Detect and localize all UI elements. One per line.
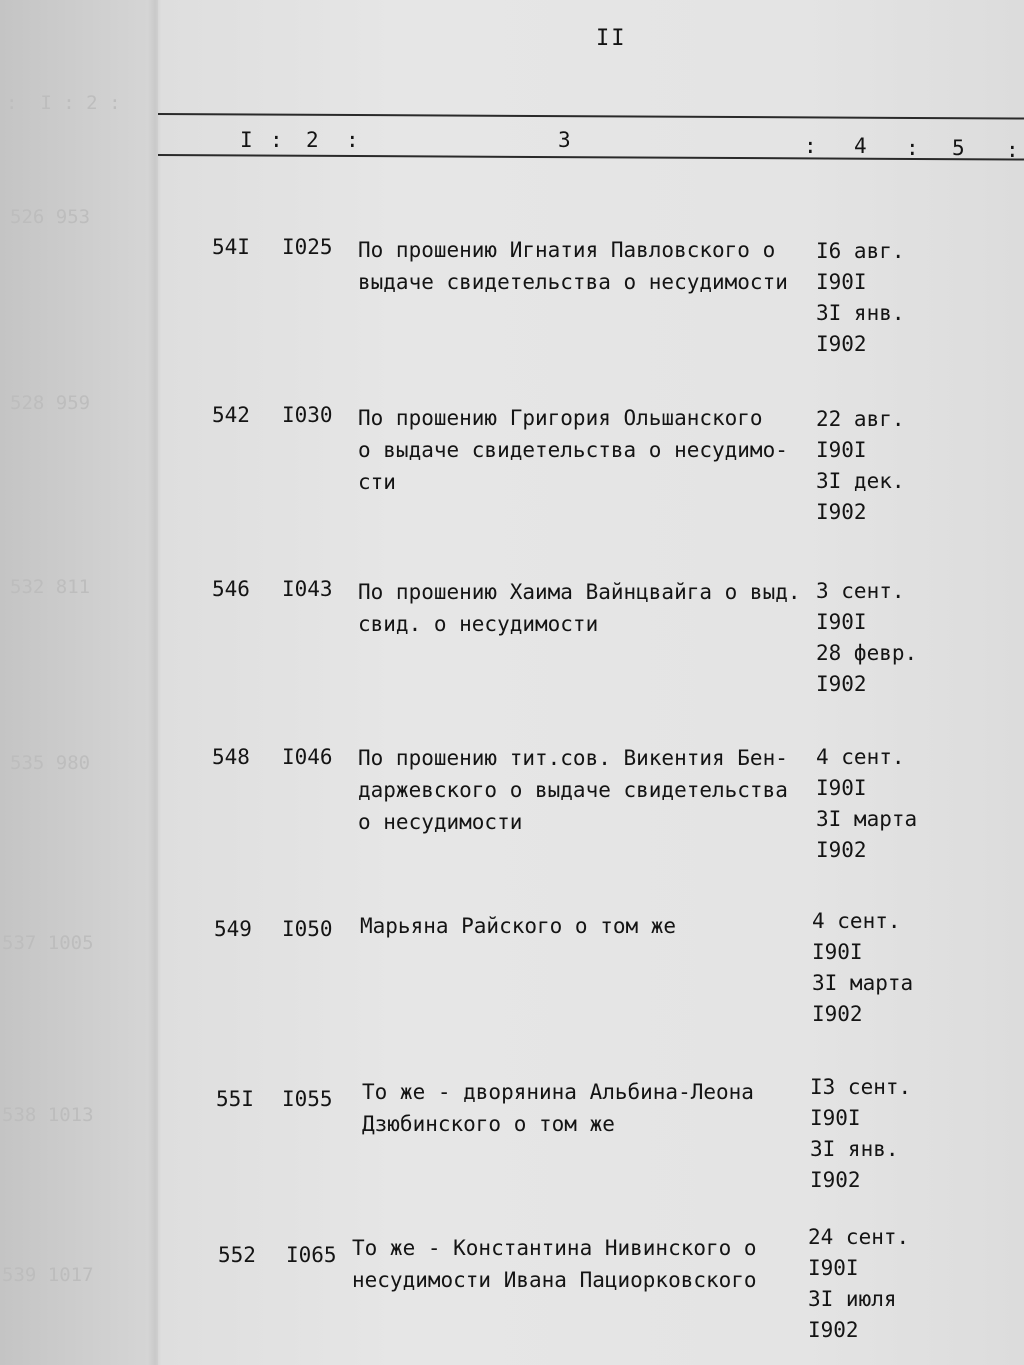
entry-archive-number: I065 — [286, 1243, 337, 1267]
column-separator: : — [804, 134, 817, 158]
entry-number: 546 — [212, 577, 250, 601]
header-rule-top — [158, 113, 1024, 120]
column-header-2: 2 — [306, 128, 319, 152]
ghost-number: 535 980 — [10, 752, 91, 774]
entry-dates: 22 авг. I90I 3I дек. I902 — [816, 407, 905, 524]
entry-description: По прошению тит.сов. Викентия Бен- даржевского о выдаче свидетельства о несудимости — [358, 746, 788, 834]
column-separator: : — [906, 136, 919, 160]
underlying-page-edge — [0, 0, 158, 1365]
entry-number: 549 — [214, 917, 252, 941]
column-header-1: I — [240, 128, 253, 152]
column-header-3: 3 — [558, 128, 571, 152]
entry-archive-number: I046 — [282, 745, 333, 769]
entry-dates: 24 сент. I90I 3I июля I902 — [808, 1225, 910, 1342]
entry-description: То же - Константина Нивинского о несудимости Ивана Пациорковского — [352, 1236, 757, 1292]
column-header-4: 4 — [854, 134, 867, 158]
ghost-number: 528 959 — [10, 392, 91, 414]
column-separator: : — [346, 128, 359, 152]
column-separator: : — [270, 128, 283, 152]
entry-number: 548 — [212, 745, 250, 769]
entry-dates: I3 сент. I90I 3I янв. I902 — [810, 1075, 912, 1192]
entry-dates: I6 авг. I90I 3I янв. I902 — [816, 239, 905, 356]
ghost-number: 538 1013 — [2, 1104, 94, 1126]
entry-description: Марьяна Райского о том же — [360, 914, 677, 938]
header-rule-bottom — [158, 154, 1024, 161]
column-separator: : — [1006, 138, 1019, 162]
entry-dates: 4 сент. I90I 3I марта I902 — [812, 909, 914, 1026]
entry-archive-number: I050 — [282, 917, 333, 941]
entry-archive-number: I043 — [282, 577, 333, 601]
page-fold-shadow — [148, 0, 162, 1365]
entry-number: 542 — [212, 403, 250, 427]
entry-number: 552 — [218, 1243, 256, 1267]
entry-archive-number: I055 — [282, 1087, 333, 1111]
entry-description: По прошению Игнатия Павловского о выдаче свидетельства о несудимости — [358, 238, 788, 294]
ghost-number: 532 811 — [10, 576, 91, 598]
column-header-5: 5 — [952, 136, 965, 160]
ghost-number: 539 1017 — [2, 1264, 94, 1286]
entry-number: 55I — [216, 1087, 254, 1111]
page-number: II — [596, 26, 627, 51]
ghost-number: 526 953 — [10, 206, 91, 228]
entry-archive-number: I030 — [282, 403, 333, 427]
entry-dates: 3 сент. I90I 28 февр. I902 — [816, 579, 918, 696]
entry-description: По прошению Григория Ольшанского о выдаче свидетельства о несудимо- сти — [358, 406, 788, 494]
entry-description: То же - дворянина Альбина-Леона Дзюбинского о том же — [362, 1080, 754, 1136]
entry-number: 54I — [212, 235, 250, 259]
ghost-header-left: : I : 2 : — [6, 92, 121, 114]
ghost-number: 537 1005 — [2, 932, 94, 954]
entry-dates: 4 сент. I90I 3I марта I902 — [816, 745, 918, 862]
entry-description: По прошению Хаима Вайнцвайга о выд. свид. о несудимости — [358, 580, 801, 636]
entry-archive-number: I025 — [282, 235, 333, 259]
